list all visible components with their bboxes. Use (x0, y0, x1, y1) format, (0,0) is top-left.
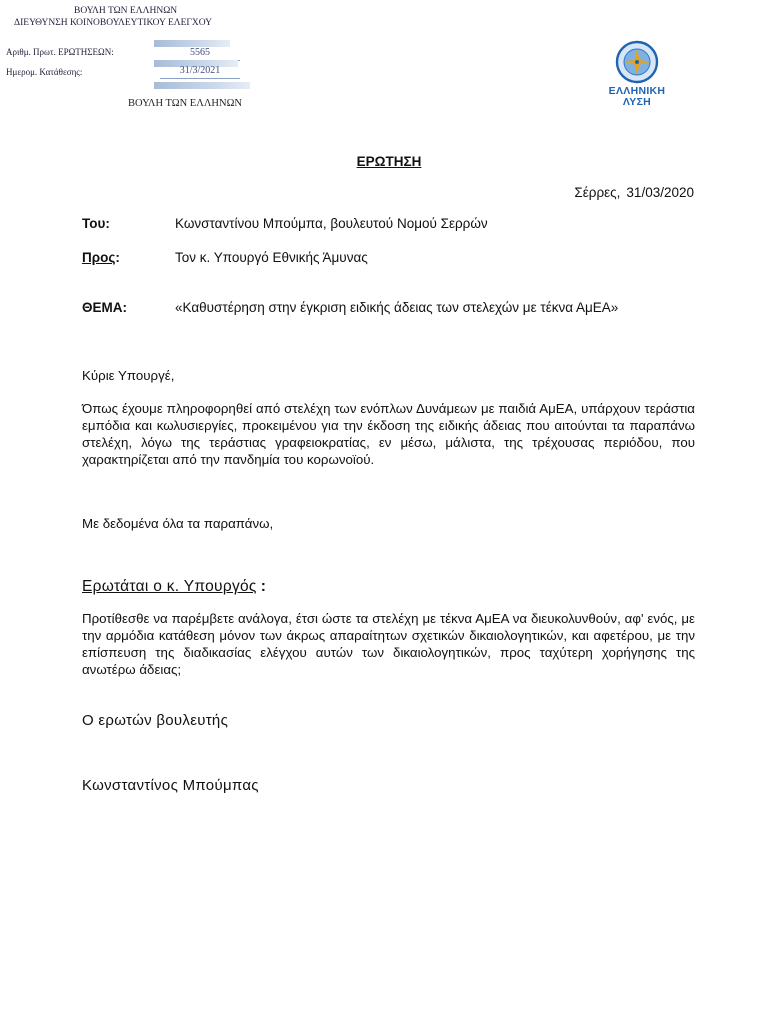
logo-name-line2: ΛΥΣΗ (622, 96, 652, 108)
salutation: Κύριε Υπουργέ, (82, 368, 175, 383)
to-label-text: Προς (82, 250, 116, 265)
logo-name-line1: ΕΛΛΗΝΙΚΗ (608, 85, 666, 97)
subject-value: «Καθυστέρηση στην έγκριση ειδικής άδειας των στελεχών με τέκνα ΑμΕΑ» (175, 300, 619, 315)
to-value: Τον κ. Υπουργό Εθνικής Άμυνας (175, 250, 368, 265)
stamp-org-line1: ΒΟΥΛΗ ΤΩΝ ΕΛΛΗΝΩΝ (74, 6, 178, 16)
signature-name: Κωνσταντίνος Μπούμπας (82, 777, 259, 794)
place: Σέρρες, (574, 185, 621, 200)
question-text: Προτίθεσθε να παρέμβετε ανάλογα, έτσι ώστε τα στελέχη με τέκνα ΑμΕΑ να διευκολυνθούν, αφ' ενός, με την αρμόδια κατάθεση μόνον των άκρως απαραίτητων σχετικών δικαιολογητικών, και αφετέρου, με την επίσπευση της διαδικασίας ελέγχου αυτών των δικαιολογητικών, προς ταχύτερη χορήγησης της ανωτέρω άδειας; (82, 611, 695, 677)
compass-icon (615, 40, 659, 84)
subject-label: ΘΕΜΑ: (82, 300, 127, 315)
stamp-protocol-value: 5565 (160, 45, 240, 61)
stamp-date-value: 31/3/2021 (160, 63, 240, 79)
question-heading (82, 578, 266, 596)
stamp-footer: ΒΟΥΛΗ ΤΩΝ ΕΛΛΗΝΩΝ (128, 98, 242, 109)
paragraph-2: Με δεδομένα όλα τα παραπάνω, (82, 516, 274, 531)
signature-role: Ο ερωτών βουλευτής (82, 712, 229, 729)
to-label-colon: : (115, 250, 120, 265)
question-heading-text: Ερωτάται ο κ. Υπουργός (82, 578, 257, 595)
from-label: Του: (82, 216, 110, 231)
document-title: ΕΡΩΤΗΣΗ (356, 154, 422, 169)
to-label (82, 250, 120, 265)
party-logo (592, 40, 682, 120)
stamp-org-line2: ΔΙΕΥΘΥΝΣΗ ΚΟΙΝΟΒΟΥΛΕΥΤΙΚΟΥ ΕΛΕΓΧΟΥ (14, 18, 213, 28)
from-value: Κωνσταντίνου Μπούμπα, βουλευτού Νομού Σερρών (175, 216, 488, 231)
date: 31/03/2020 (626, 185, 694, 200)
stamp-protocol-label: Αριθμ. Πρωτ. ΕΡΩΤΗΣΕΩΝ: (6, 47, 114, 57)
stamp-decoration-bar (154, 82, 250, 89)
parliament-stamp (0, 0, 280, 118)
place-date (574, 185, 694, 200)
stamp-date-label: Ημερομ. Κατάθεσης: (6, 67, 83, 77)
question-heading-colon: : (260, 578, 267, 595)
paragraph-1: Όπως έχουμε πληροφορηθεί από στελέχη των ενόπλων Δυνάμεων με παιδιά ΑμΕΑ, υπάρχουν τεράστια εμπόδια και κωλυσιεργίες, προκειμένου για την έκδοση της ειδικής άδειας που αιτούνται τα παραπάνω στελέχη, λόγω της τεράστιας γραφειοκρατίας, εν μέσω, μάλιστα, της τρέχουσας περιόδου, που χαρακτηρίζεται από την πανδημία του κορωνοϊού. (82, 401, 695, 467)
